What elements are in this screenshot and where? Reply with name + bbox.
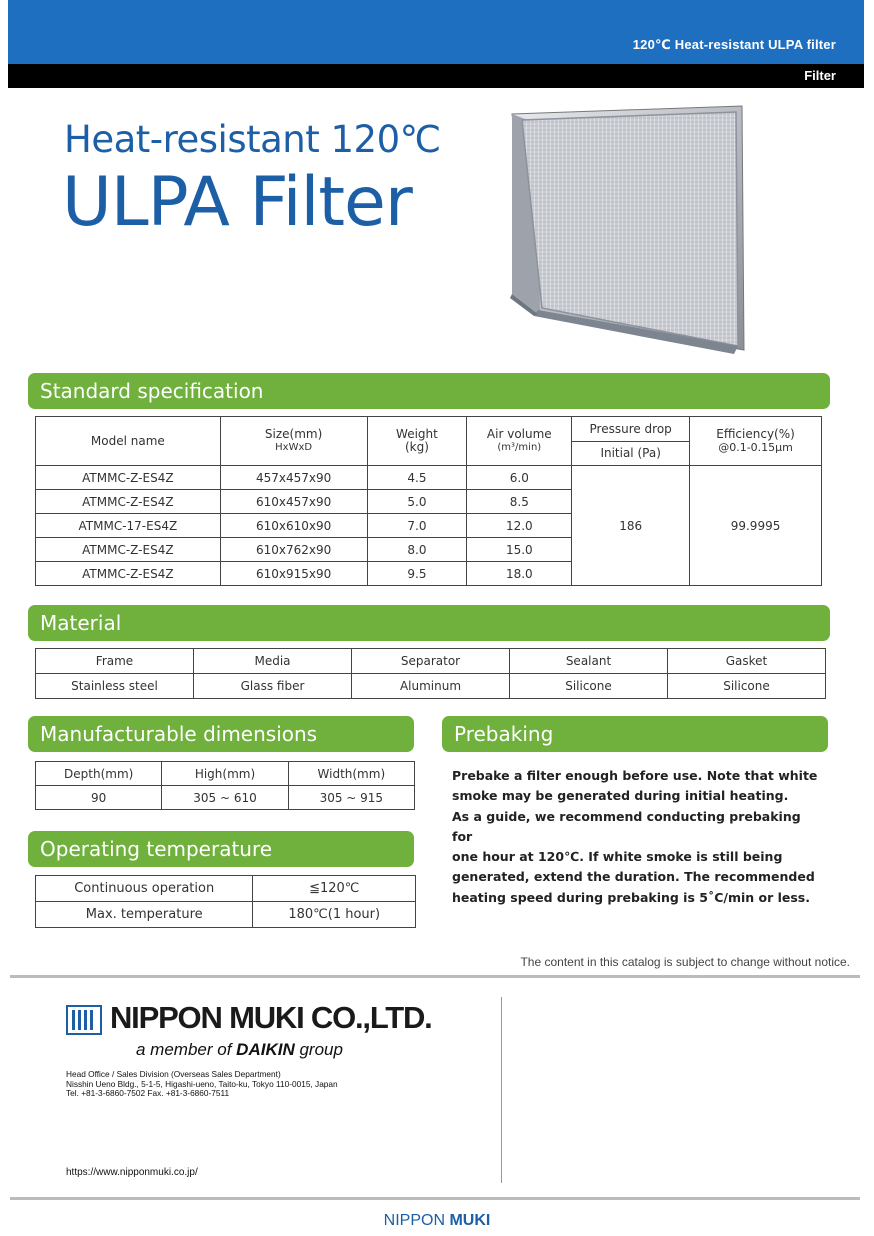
material-header-frame: Frame xyxy=(36,649,194,674)
table-row xyxy=(36,876,416,902)
cell-air: 6.0 xyxy=(467,466,572,490)
material-value-sealant: Silicone xyxy=(510,674,668,699)
dimensions-heading: Manufacturable dimensions xyxy=(28,716,414,752)
material-header-gasket: Gasket xyxy=(668,649,826,674)
member-prefix: a member of xyxy=(136,1040,232,1059)
col-efficiency-sub: @0.1-0.15μm xyxy=(718,441,793,454)
op-value-max: 180℃(1 hour) xyxy=(253,902,416,928)
prebaking-line: As a guide, we recommend conducting prebaking for xyxy=(452,808,801,844)
cell-model: ATMMC-Z-ES4Z xyxy=(36,466,221,490)
col-pressure-sub: Initial (Pa) xyxy=(572,441,690,466)
top-banner xyxy=(8,0,864,64)
material-header-media: Media xyxy=(194,649,352,674)
col-air-sub: (m³/min) xyxy=(497,442,542,453)
company-logo xyxy=(66,1000,486,1038)
cell-weight: 5.0 xyxy=(367,490,467,514)
prebaking-line: one hour at 120℃. If white smoke is still being xyxy=(452,849,783,865)
cell-model: ATMMC-Z-ES4Z xyxy=(36,490,221,514)
footer-brand-part2: MUKI xyxy=(449,1212,491,1229)
op-value-continuous: ≦120℃ xyxy=(253,876,416,902)
member-suffix: group xyxy=(299,1040,343,1059)
col-size-header xyxy=(220,417,367,466)
dim-value-depth: 90 xyxy=(36,786,162,810)
cell-size: 610x915x90 xyxy=(220,562,367,586)
op-label-max: Max. temperature xyxy=(36,902,253,928)
material-heading: Material xyxy=(28,605,830,641)
cell-size: 610x457x90 xyxy=(220,490,367,514)
material-value-separator: Aluminum xyxy=(352,674,510,699)
table-row xyxy=(36,674,826,699)
cell-efficiency-value: 99.9995 xyxy=(690,466,822,586)
cell-weight: 4.5 xyxy=(367,466,467,490)
address-line: Head Office / Sales Division (Overseas Sales Department) xyxy=(66,1069,281,1079)
table-row xyxy=(36,902,416,928)
cell-air: 12.0 xyxy=(467,514,572,538)
category-bar xyxy=(8,64,864,88)
address-line: Nisshin Ueno Bldg., 5-1-5, Higashi-ueno, Taito-ku, Tokyo 110-0015, Japan xyxy=(66,1078,338,1089)
material-table xyxy=(35,648,826,699)
col-size-sub: HxWxD xyxy=(275,442,313,453)
prebaking-line: heating speed during prebaking is 5˚C/min or less. xyxy=(452,889,810,905)
page-title-line2: ULPA Filter xyxy=(62,163,412,242)
table-row xyxy=(36,649,826,674)
col-model-header: Model name xyxy=(36,417,221,466)
cell-air: 18.0 xyxy=(467,562,572,586)
prebaking-heading: Prebaking xyxy=(442,716,828,752)
dim-value-high: 305 ~ 610 xyxy=(162,786,288,810)
company-address xyxy=(66,1070,338,1099)
footer-brand xyxy=(0,1212,874,1230)
material-value-gasket: Silicone xyxy=(668,674,826,699)
cell-weight: 8.0 xyxy=(367,538,467,562)
col-weight-header xyxy=(367,417,467,466)
filter-product-image xyxy=(498,100,748,362)
cell-air: 8.5 xyxy=(467,490,572,514)
table-row xyxy=(36,466,822,490)
material-value-frame: Stainless steel xyxy=(36,674,194,699)
table-row xyxy=(36,786,415,810)
company-name: NIPPON MUKI CO.,LTD. xyxy=(110,1000,432,1035)
divider xyxy=(10,1197,860,1200)
address-line: Tel. +81-3-6860-7502 Fax. +81-3-6860-7511 xyxy=(66,1088,230,1098)
cell-model: ATMMC-17-ES4Z xyxy=(36,514,221,538)
cell-pressure-value: 186 xyxy=(572,466,690,586)
company-url-link[interactable]: https://www.nipponmuki.co.jp/ xyxy=(66,1167,198,1178)
operating-heading: Operating temperature xyxy=(28,831,414,867)
catalog-notice: The content in this catalog is subject to change without notice. xyxy=(520,955,850,969)
member-line xyxy=(136,1040,343,1060)
prebaking-line: generated, extend the duration. The recommended xyxy=(452,869,815,885)
col-air-header xyxy=(467,417,572,466)
operating-table xyxy=(35,875,416,928)
dim-header-depth: Depth(mm) xyxy=(36,762,162,786)
cell-size: 610x762x90 xyxy=(220,538,367,562)
material-header-separator: Separator xyxy=(352,649,510,674)
prebaking-line: Prebake a filter enough before use. Note that white xyxy=(452,768,818,783)
col-pressure-header: Pressure drop xyxy=(572,417,690,442)
cell-weight: 7.0 xyxy=(367,514,467,538)
divider xyxy=(10,975,860,978)
standard-spec-table xyxy=(35,416,822,586)
cell-model: ATMMC-Z-ES4Z xyxy=(36,562,221,586)
member-brand: DAIKIN xyxy=(236,1040,295,1059)
col-size-label: Size(mm) xyxy=(264,427,323,441)
dim-header-high: High(mm) xyxy=(162,762,288,786)
col-efficiency-label: Efficiency(%) xyxy=(716,427,795,441)
page-title-line1: Heat-resistant 120℃ xyxy=(64,118,441,161)
table-row xyxy=(36,762,415,786)
op-label-continuous: Continuous operation xyxy=(36,876,253,902)
company-logo-icon xyxy=(66,1005,102,1035)
category-label: Filter xyxy=(804,68,836,83)
header-subtitle: 120℃ Heat-resistant ULPA filter xyxy=(632,37,836,52)
cell-size: 457x457x90 xyxy=(220,466,367,490)
col-air-label: Air volume xyxy=(486,427,552,441)
material-header-sealant: Sealant xyxy=(510,649,668,674)
prebaking-text xyxy=(452,766,822,908)
col-efficiency-header xyxy=(690,417,822,466)
dimensions-table xyxy=(35,761,415,810)
dim-value-width: 305 ~ 915 xyxy=(288,786,414,810)
dim-header-width: Width(mm) xyxy=(288,762,414,786)
col-weight-label: Weight xyxy=(396,427,438,441)
col-weight-sub: (kg) xyxy=(404,440,429,454)
prebaking-line: smoke may be generated during initial heating. xyxy=(452,788,789,804)
cell-size: 610x610x90 xyxy=(220,514,367,538)
material-value-media: Glass fiber xyxy=(194,674,352,699)
standard-spec-heading: Standard specification xyxy=(28,373,830,409)
footer-brand-part1: NIPPON xyxy=(383,1212,445,1229)
cell-weight: 9.5 xyxy=(367,562,467,586)
divider-vertical xyxy=(501,997,502,1183)
cell-model: ATMMC-Z-ES4Z xyxy=(36,538,221,562)
cell-air: 15.0 xyxy=(467,538,572,562)
